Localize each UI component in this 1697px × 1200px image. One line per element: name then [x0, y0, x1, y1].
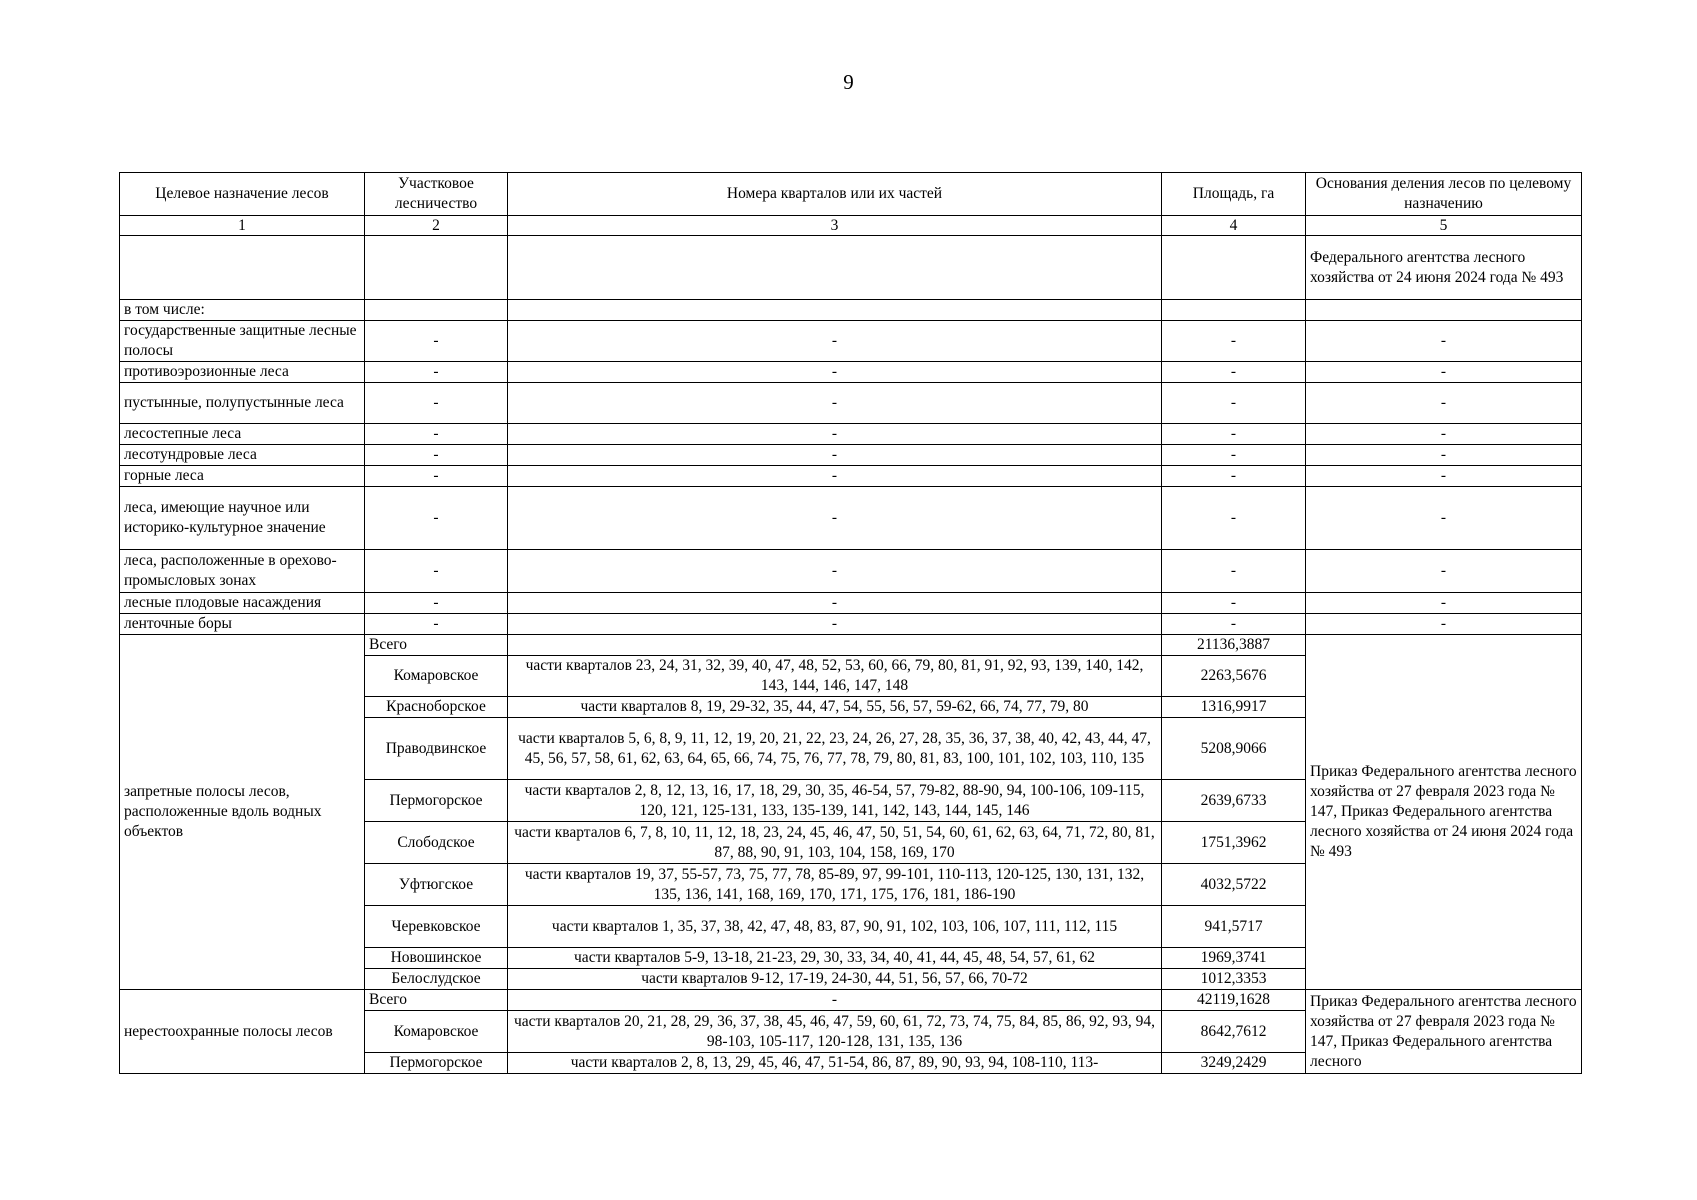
including-row [120, 300, 1582, 321]
dash-cell: - [1162, 593, 1306, 614]
forestry-cell: Комаровское [365, 656, 508, 697]
area-cell: 1012,3353 [1162, 969, 1306, 990]
table-row [120, 593, 1582, 614]
dash-cell: - [508, 424, 1162, 445]
area-cell: 1316,9917 [1162, 697, 1306, 718]
dash-cell: - [1306, 321, 1582, 362]
empty-cell [365, 236, 508, 300]
header-row [120, 173, 1582, 216]
table-row [120, 445, 1582, 466]
area-cell: 5208,9066 [1162, 718, 1306, 780]
purpose-cell: запретные полосы лесов, расположенные вдоль водных объектов [120, 635, 365, 990]
column-number: 3 [508, 216, 1162, 236]
table-row [120, 990, 1582, 1011]
quarters-cell: части кварталов 1, 35, 37, 38, 42, 47, 48, 83, 87, 90, 91, 102, 103, 106, 107, 111, 112, 115 [508, 906, 1162, 948]
dash-cell: - [1306, 445, 1582, 466]
quarters-cell [508, 635, 1162, 656]
header-basis: Основания деления лесов по целевому назначению [1306, 173, 1582, 216]
basis-cell: Приказ Федерального агентства лесного хозяйства от 27 февраля 2023 года № 147, Приказ Федерального агентства лесного хозяйства от 24 июня 2024 года № 493 [1306, 635, 1582, 990]
empty-cell [508, 236, 1162, 300]
dash-cell: - [1306, 487, 1582, 550]
purpose-cell: леса, имеющие научное или историко-культурное значение [120, 487, 365, 550]
purpose-cell: лесотундровые леса [120, 445, 365, 466]
carryover-row [120, 236, 1582, 300]
quarters-cell: части кварталов 23, 24, 31, 32, 39, 40, 47, 48, 52, 53, 60, 66, 79, 80, 81, 91, 92, 93, 139, 140, 142, 143, 144, 146, 147, 148 [508, 656, 1162, 697]
quarters-cell: части кварталов 9-12, 17-19, 24-30, 44, 51, 56, 57, 66, 70-72 [508, 969, 1162, 990]
table-row [120, 614, 1582, 635]
dash-cell: - [365, 466, 508, 487]
empty-cell [120, 236, 365, 300]
dash-cell: - [1162, 487, 1306, 550]
quarters-cell: части кварталов 2, 8, 13, 29, 45, 46, 47, 51-54, 86, 87, 89, 90, 93, 94, 108-110, 113- [508, 1053, 1162, 1074]
area-cell: 3249,2429 [1162, 1053, 1306, 1074]
empty-cell [1162, 300, 1306, 321]
header-area: Площадь, га [1162, 173, 1306, 216]
dash-cell: - [365, 321, 508, 362]
table-row [120, 487, 1582, 550]
table-row [120, 424, 1582, 445]
dash-cell: - [1306, 593, 1582, 614]
forestry-cell: Пермогорское [365, 780, 508, 822]
quarters-cell: части кварталов 6, 7, 8, 10, 11, 12, 18, 23, 24, 45, 46, 47, 50, 51, 54, 60, 61, 62, 63, 64, 71, 72, 80, 81, 87, 88, 90, 91, 103, 104, 158, 169, 170 [508, 822, 1162, 864]
purpose-cell: леса, расположенные в орехово-промысловых зонах [120, 550, 365, 593]
quarters-cell: части кварталов 2, 8, 12, 13, 16, 17, 18, 29, 30, 35, 46-54, 57, 79-82, 88-90, 94, 100-106, 109-115, 120, 121, 125-131, 133, 135-139, 141, 142, 143, 144, 145, 146 [508, 780, 1162, 822]
dash-cell: - [365, 614, 508, 635]
purpose-cell: государственные защитные лесные полосы [120, 321, 365, 362]
dash-cell: - [365, 445, 508, 466]
forestry-cell: Черевковское [365, 906, 508, 948]
area-cell: 1969,3741 [1162, 948, 1306, 969]
dash-cell: - [1162, 466, 1306, 487]
dash-cell: - [508, 593, 1162, 614]
quarters-cell: части кварталов 20, 21, 28, 29, 36, 37, 38, 45, 46, 47, 59, 60, 61, 72, 73, 74, 75, 84, 85, 86, 92, 93, 94, 98-103, 105-117, 120-128, 131, 135, 136 [508, 1011, 1162, 1053]
purpose-cell: нерестоохранные полосы лесов [120, 990, 365, 1074]
column-number: 4 [1162, 216, 1306, 236]
forestry-cell: Белослудское [365, 969, 508, 990]
header-forestry: Участковое лесничество [365, 173, 508, 216]
dash-cell: - [508, 383, 1162, 424]
dash-cell: - [1162, 383, 1306, 424]
forestry-cell: Красноборское [365, 697, 508, 718]
dash-cell: - [1162, 550, 1306, 593]
basis-cell: Приказ Федерального агентства лесного хозяйства от 27 февраля 2023 года № 147, Приказ Федерального агентства лесного [1306, 990, 1582, 1074]
dash-cell: - [1306, 383, 1582, 424]
table-row [120, 635, 1582, 656]
purpose-cell: лесные плодовые насаждения [120, 593, 365, 614]
dash-cell: - [1162, 362, 1306, 383]
dash-cell: - [1306, 466, 1582, 487]
empty-cell [1306, 300, 1582, 321]
dash-cell: - [1306, 362, 1582, 383]
column-number-row [120, 216, 1582, 236]
dash-cell: - [1306, 614, 1582, 635]
dash-cell: - [508, 614, 1162, 635]
including-label: в том числе: [120, 300, 365, 321]
dash-cell: - [1162, 445, 1306, 466]
dash-cell: - [508, 466, 1162, 487]
dash-cell: - [508, 445, 1162, 466]
dash-cell: - [365, 487, 508, 550]
quarters-cell: части кварталов 19, 37, 55-57, 73, 75, 77, 78, 85-89, 97, 99-101, 110-113, 120-125, 130, 131, 132, 135, 136, 141, 168, 169, 170, 171, 175, 176, 181, 186-190 [508, 864, 1162, 906]
column-number: 1 [120, 216, 365, 236]
empty-cell [508, 300, 1162, 321]
quarters-cell: части кварталов 5, 6, 8, 9, 11, 12, 19, 20, 21, 22, 23, 24, 26, 27, 28, 35, 36, 37, 38, 40, 42, 43, 44, 47, 45, 56, 57, 58, 61, 62, 63, 64, 65, 66, 74, 75, 76, 77, 78, 79, 80, 81, 83, 100, 101, 102, 103, 110, 135 [508, 718, 1162, 780]
column-number: 5 [1306, 216, 1582, 236]
purpose-cell: противоэрозионные леса [120, 362, 365, 383]
page-number: 9 [843, 70, 854, 94]
total-label: Всего [365, 635, 508, 656]
forestry-cell: Пермогорское [365, 1053, 508, 1074]
dash-cell: - [365, 424, 508, 445]
forestry-cell: Праводвинское [365, 718, 508, 780]
header-purpose: Целевое назначение лесов [120, 173, 365, 216]
dash-cell: - [1162, 424, 1306, 445]
dash-cell: - [365, 383, 508, 424]
dash-cell: - [365, 362, 508, 383]
table-row [120, 550, 1582, 593]
purpose-cell: лесостепные леса [120, 424, 365, 445]
area-cell: 2639,6733 [1162, 780, 1306, 822]
forestry-cell: Новошинское [365, 948, 508, 969]
empty-cell [1162, 236, 1306, 300]
dash-cell: - [508, 550, 1162, 593]
forestry-cell: Уфтюгское [365, 864, 508, 906]
purpose-cell: горные леса [120, 466, 365, 487]
table-row [120, 466, 1582, 487]
table-row [120, 321, 1582, 362]
column-number: 2 [365, 216, 508, 236]
area-cell: 4032,5722 [1162, 864, 1306, 906]
dash-cell: - [365, 593, 508, 614]
area-cell: 1751,3962 [1162, 822, 1306, 864]
table-row [120, 362, 1582, 383]
header-quarters: Номера кварталов или их частей [508, 173, 1162, 216]
dash-cell: - [508, 487, 1162, 550]
dash-cell: - [508, 321, 1162, 362]
total-label: Всего [365, 990, 508, 1011]
dash-cell: - [508, 362, 1162, 383]
empty-cell [365, 300, 508, 321]
area-cell: 8642,7612 [1162, 1011, 1306, 1053]
area-cell: 42119,1628 [1162, 990, 1306, 1011]
purpose-cell: пустынные, полупустынные леса [120, 383, 365, 424]
quarters-cell: части кварталов 8, 19, 29-32, 35, 44, 47, 54, 55, 56, 57, 59-62, 66, 74, 77, 79, 80 [508, 697, 1162, 718]
area-cell: 21136,3887 [1162, 635, 1306, 656]
dash-cell: - [1162, 321, 1306, 362]
dash-cell: - [1162, 614, 1306, 635]
table-row [120, 383, 1582, 424]
area-cell: 2263,5676 [1162, 656, 1306, 697]
carryover-basis: Федерального агентства лесного хозяйства от 24 июня 2024 года № 493 [1306, 236, 1582, 300]
dash-cell: - [1306, 550, 1582, 593]
forest-purpose-table [119, 172, 1582, 1074]
dash-cell: - [1306, 424, 1582, 445]
forestry-cell: Комаровское [365, 1011, 508, 1053]
dash-cell: - [365, 550, 508, 593]
purpose-cell: ленточные боры [120, 614, 365, 635]
area-cell: 941,5717 [1162, 906, 1306, 948]
quarters-cell: части кварталов 5-9, 13-18, 21-23, 29, 30, 33, 34, 40, 41, 44, 45, 48, 54, 57, 61, 62 [508, 948, 1162, 969]
forestry-cell: Слободское [365, 822, 508, 864]
quarters-cell: - [508, 990, 1162, 1011]
